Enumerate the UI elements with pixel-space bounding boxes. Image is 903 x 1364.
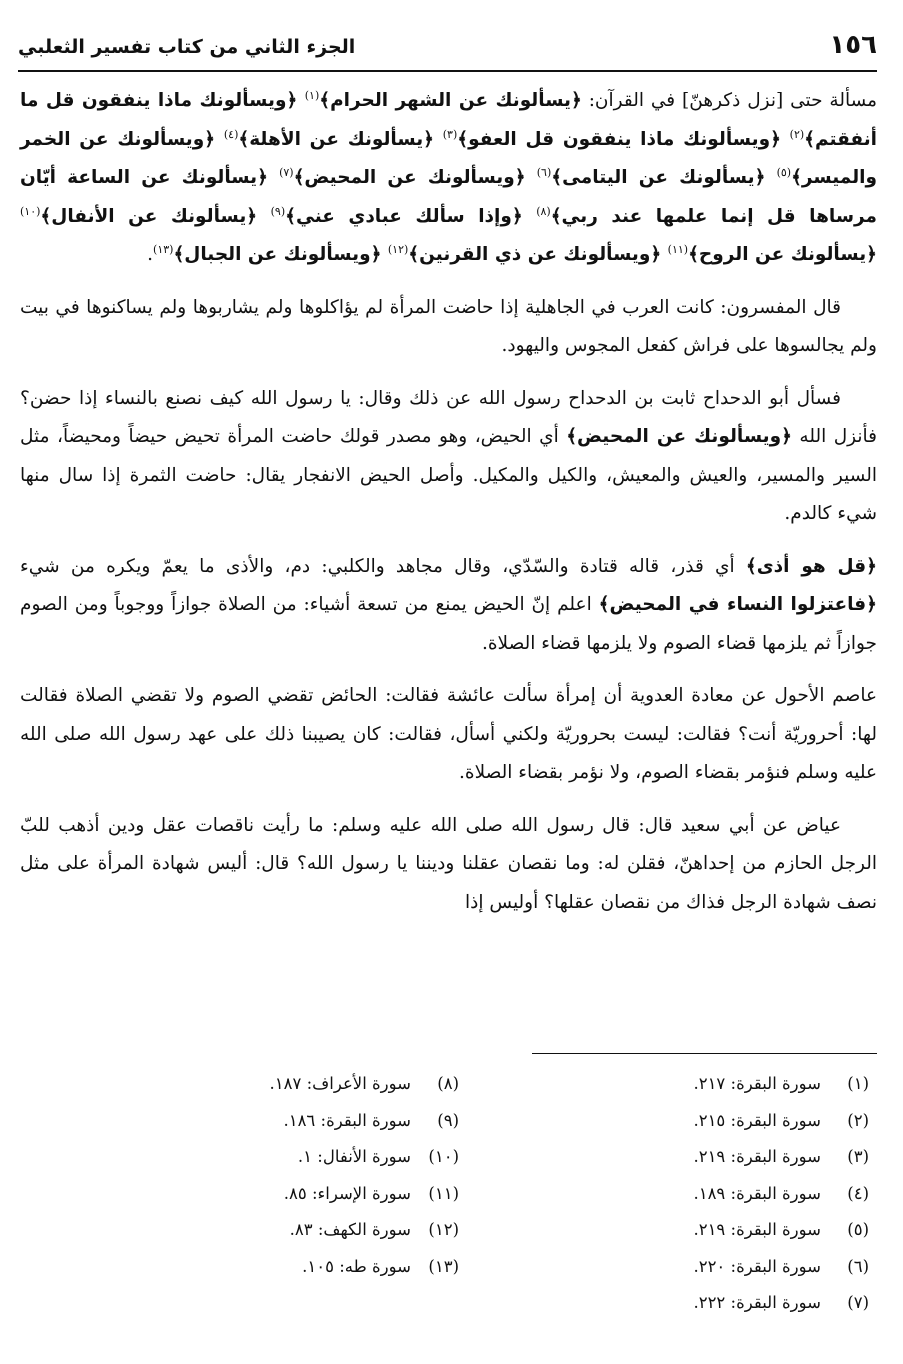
quran-quote: ﴿ويسألونك عن المحيض﴾ [293,167,537,188]
running-title: الجزء الثاني من كتاب تفسير الثعلبي [18,36,356,58]
quran-quote: ﴿قل هو أذى﴾ [745,555,878,577]
footnote-ref[interactable]: (٢) [789,127,805,141]
footnote-ref[interactable]: (٤) [223,127,239,141]
footnote-item [469,1139,869,1176]
footnote-ref[interactable]: (١٠) [20,204,41,218]
quran-quote: ﴿فاعتزلوا النساء في المحيض﴾ [598,594,878,615]
footnote-number: (١٠) [428,1147,459,1166]
footnote-item [59,1139,459,1176]
footnote-ref[interactable]: (٥) [776,165,792,179]
page-header [18,30,877,72]
text-segment: اعلم إنّ الحيض يمنع من تسعة أشياء: من الصلاة جوازاً ووجوباً ومن الصوم جوازاً ثم يلزمها قضاء الصوم ولا يلزمها قضاء الصلاة. [20,594,877,654]
quran-quote: ﴿ويسألونك ماذا ينفقون قل ما أنفقتم﴾ [20,90,877,150]
footnote-item [469,1066,869,1103]
footnote-item [59,1103,459,1140]
text-segment: . [147,244,154,265]
footnote-ref[interactable]: (٣) [442,127,458,141]
footnote-ref[interactable]: (١١) [667,242,689,256]
footnote-item [469,1249,869,1286]
footnote-number: (٥) [847,1220,869,1239]
page-number: ١٥٦ [829,30,877,60]
footnote-number: (١١) [428,1183,459,1203]
paragraph-aisha: عاصم الأحول عن معادة العدوية أن إمرأة سألت عائشة فقالت: الحائض تقضي الصوم ولا تقضي الصلاة فقالت لها: أحروريّة أنت؟ فقالت: ليست بحروريّة ولكني أسأل، فقالت: كان يصيبنا ذلك على عهد رسول الله صلى الله عليه وسلم فنؤمر بقضاء الصوم، ولا نؤمر بقضاء الصلاة. [20,685,877,783]
text-segment: أي قذر، قاله قتادة والسّدّي، وقال مجاهد والكلبي: دم، والأذى ما يعمّ ويكره من شيء [20,555,746,577]
footnote-ref[interactable]: (١٣) [153,242,174,256]
quran-quote: ﴿يسألونك عن الساعة أيّان مرساها قل إنما علمها عند ربي﴾ [20,167,878,227]
paragraph-questions [20,82,877,275]
footnote-text: سورة البقرة: ٢٢٠. [693,1256,821,1276]
footnote-text: سورة الأعراف: ١٨٧. [269,1074,411,1093]
text-segment: فسأل أبو الدحداح ثابت بن الدحداح رسول الله عن ذلك وقال: يا رسول الله كيف نصنع بالنساء إذا حضن؟ فأنزل الله [20,387,878,447]
footnote-number: (٢) [847,1110,869,1130]
quran-quote: ﴿ويسألونك ماذا ينفقون قل العفو﴾ [457,128,790,150]
footnote-text: سورة البقرة: ٢١٥. [693,1110,821,1130]
footnote-number: (١٣) [428,1256,459,1276]
text-segment: مسألة حتى [نزل ذكرهنّ] في القرآن: [581,90,878,111]
footnote-item [469,1285,869,1322]
footnote-number: (١) [847,1074,869,1093]
paragraph-adha [20,548,877,664]
quran-quote: ﴿وإذا سألك عبادي عني﴾ [285,205,537,227]
footnote-item [469,1176,869,1213]
footnote-ref[interactable]: (١٢) [387,242,409,256]
footnote-item [59,1249,459,1286]
quran-quote: ﴿يسألونك عن الأهلة﴾ [238,128,443,150]
quran-quote: ﴿ويسألونك عن الخمر والميسر﴾ [20,128,877,188]
footnote-item [59,1066,459,1103]
footnote-text: سورة البقرة: ٢٢٢. [693,1293,821,1312]
quran-quote: ﴿يسألونك عن اليتامى﴾ [551,167,777,188]
quran-quote: ﴿يسألونك عن الأنفال﴾ [40,205,271,227]
footnote-number: (٦) [847,1256,869,1276]
main-text [20,82,877,936]
footnote-text: سورة البقرة: ١٨٦. [283,1110,411,1130]
footnote-ref[interactable]: (٩) [270,204,286,218]
footnote-ref[interactable]: (٧) [279,165,294,179]
quran-quote: ﴿يسألونك عن الشهر الحرام﴾ [319,90,582,111]
footnote-text: سورة الإسراء: ٨٥. [283,1183,411,1203]
footnote-number: (٣) [847,1147,869,1166]
footnote-text: سورة البقرة: ٢١٩. [693,1220,821,1239]
paragraph-abu-said: عياض عن أبي سعيد قال: قال رسول الله صلى الله عليه وسلم: ما رأيت ناقصات عقل ودين أذهب للبّ الرجل الحازم من إحداهنّ، فقلن له: وما نقصان عقلنا وديننا يا رسول الله؟ قال: أليس شهادة المرأة على مثل نصف شهادة الرجل فذاك من نقصان عقلها؟ أوليس إذا [20,814,877,913]
quran-quote: ﴿ويسألونك عن الجبال﴾ [173,244,388,265]
footnote-text: سورة الأنفال: ١. [297,1147,411,1166]
footnote-ref[interactable]: (٨) [536,204,551,218]
footnote-number: (٧) [847,1293,869,1312]
quran-quote: ﴿يسألونك عن الروح﴾ [688,244,877,265]
paragraph-mufassirun: قال المفسرون: كانت العرب في الجاهلية إذا حاضت المرأة لم يؤاكلوها ولم يشاربوها ولم يساكنوها في بيت ولم يجالسوها على فراش كفعل المجوس واليهود. [20,296,877,356]
footnote-text: سورة البقرة: ١٨٩. [693,1183,821,1203]
footnote-number: (٩) [437,1110,459,1130]
footnote-text: سورة البقرة: ٢١٧. [693,1074,821,1093]
footnote-item [469,1103,869,1140]
footnote-text: سورة الكهف: ٨٣. [289,1220,411,1239]
footnote-number: (٤) [847,1183,869,1203]
footnote-divider [532,1053,877,1054]
footnote-number: (٨) [437,1074,459,1093]
quran-quote: ﴿ويسألونك عن ذي القرنين﴾ [408,244,668,265]
paragraph-abu-dahdah [20,380,877,534]
footnotes-right-column [469,1066,869,1322]
footnote-number: (١٢) [428,1220,459,1239]
footnote-item [469,1212,869,1249]
footnote-text: سورة البقرة: ٢١٩. [693,1147,821,1166]
text-segment: أي الحيض، وهو مصدر قولك حاضت المرأة تحيض حيضاً ومحيضاً، مثل السير والمسير، والعيش والمعيش، والكيل والمكيل. وأصل الحيض الانفجار يقال: حاضت الثمرة إذا سال منها شيء كالدم. [20,426,877,524]
footnote-item [59,1212,459,1249]
footnote-ref[interactable]: (٦) [536,165,552,179]
footnotes-left-column [59,1066,459,1285]
footnote-ref[interactable]: (١) [304,88,320,102]
footnote-item [59,1176,459,1213]
footnote-text: سورة طه: ١٠٥. [302,1256,411,1276]
quran-quote: ﴿ويسألونك عن المحيض﴾ [566,426,792,447]
